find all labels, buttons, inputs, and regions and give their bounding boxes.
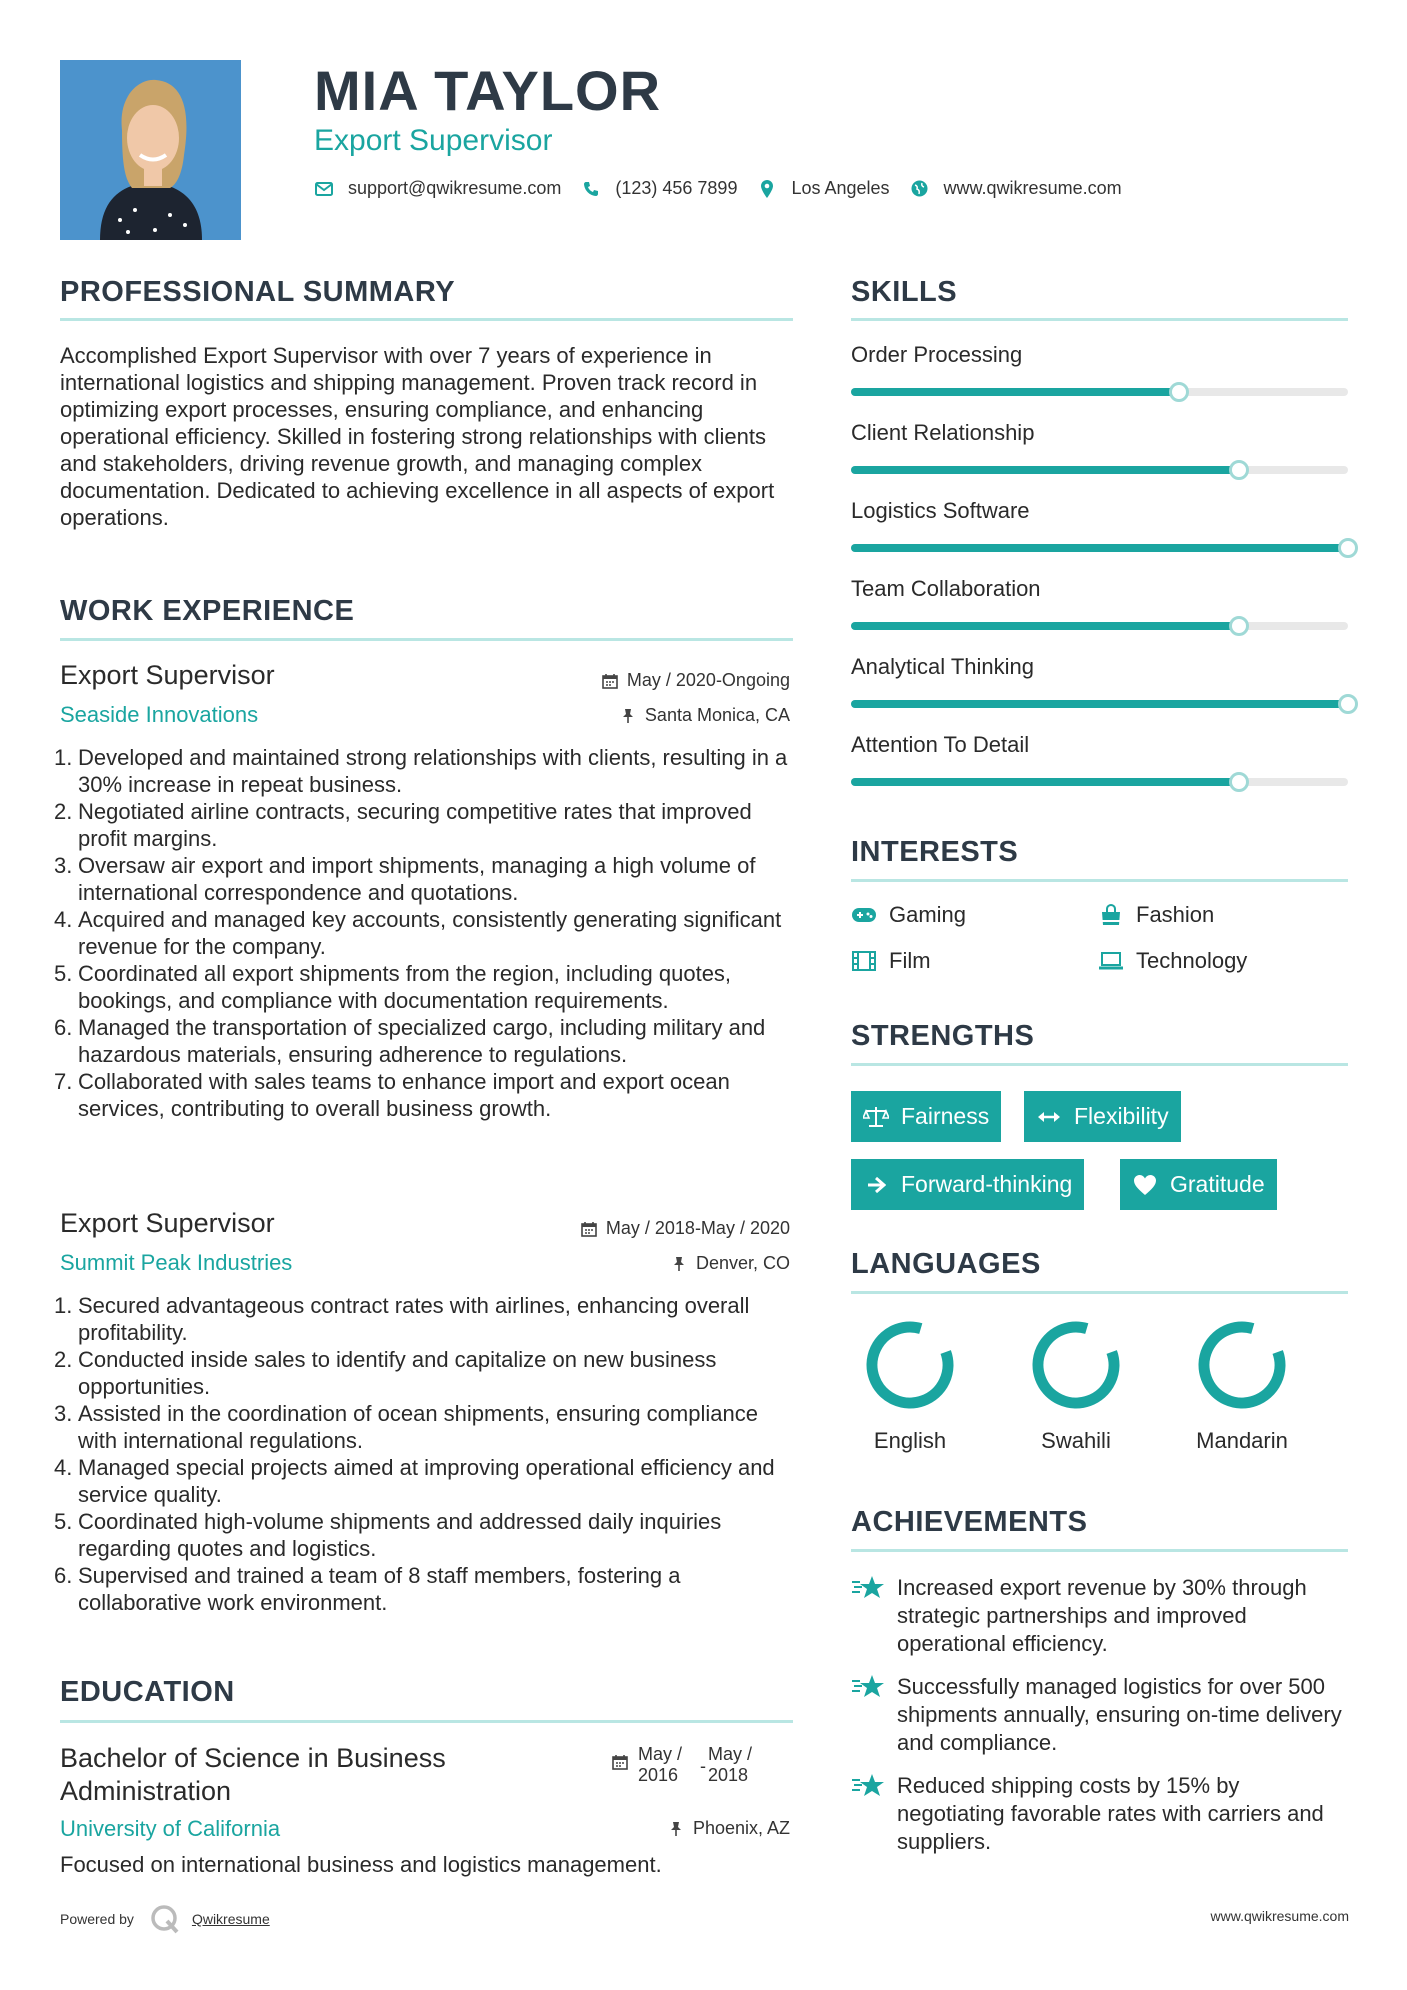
powered-by-label: Powered by [60,1911,134,1927]
contact-phone[interactable] [581,178,737,199]
skill-label: Analytical Thinking [851,654,1035,679]
language-item [1021,1318,1131,1454]
profile-photo-image [60,60,241,240]
contact-website[interactable] [910,178,1122,199]
shooting-star-icon [851,1772,885,1802]
skill-bar-fill [851,388,1179,396]
languages-divider [851,1291,1348,1294]
skill-bar-knob [1229,616,1249,636]
skill-bar-fill [851,466,1239,474]
skill-label: Team Collaboration [851,576,1041,601]
language-label: Mandarin [1196,1428,1288,1453]
list-item: 7. Collaborated with sales teams to enhance import and export ocean services, contributing to overall business growth. [54,1069,730,1121]
list-item: 5. Coordinated high-volume shipments and addressed daily inquiries regarding quotes and logistics. [54,1509,722,1561]
contact-bar [314,178,1142,199]
language-label: Swahili [1041,1428,1111,1453]
interests-divider [851,879,1348,882]
strength-flexibility: Flexibility [1024,1091,1181,1142]
job-location [670,1253,790,1274]
language-ring-arc [863,1318,957,1412]
skill-bar-knob [1169,382,1189,402]
achievement-item: Successfully managed logistics for over 500 shipments annually, ensuring on-time delivery and compliance. [851,1673,1348,1757]
language-item [1187,1318,1297,1454]
list-item: 1. Developed and maintained strong relationships with clients, resulting in a 30% increase in repeat business. [54,745,788,797]
education-divider [60,1720,793,1723]
calendar-icon [580,1220,598,1238]
list-item: 6. Managed the transportation of specialized cargo, including military and hazardous materials, ensuring adherence to regulations. [54,1015,766,1067]
phone-icon [581,179,601,199]
list-item: 2. Negotiated airline contracts, securing competitive rates that improved profit margins. [54,799,752,851]
strength-fairness: Fairness [851,1091,1001,1142]
achievement-item: Reduced shipping costs by 15% by negotiating favorable rates with carriers and suppliers. [851,1772,1348,1856]
interest-gaming: Gaming [851,902,966,928]
arrow-right-icon [863,1173,889,1197]
shooting-star-icon [851,1673,885,1703]
qwikresume-logo-icon [150,1904,180,1934]
envelope-icon [314,179,334,199]
job-title: Export Supervisor [60,1208,275,1238]
achievements-divider [851,1549,1348,1552]
date-separator: - [700,1756,707,1776]
summary-divider [60,318,793,321]
brand-link[interactable]: Qwikresume [191,1911,270,1927]
laptop-icon [1098,950,1124,972]
skill-bar [851,700,1348,708]
school-name: University of California [60,1816,281,1841]
skill-label: Order Processing [851,342,1023,367]
education-dates [612,1744,752,1786]
job-dates [601,670,790,691]
shooting-star-icon [851,1574,885,1604]
powered-by [60,1904,270,1934]
list-item: 2. Conducted inside sales to identify and capitalize on new business opportunities. [54,1347,717,1399]
skill-bar-knob [1338,694,1358,714]
education-end-date: May / 2018 [708,1744,753,1785]
language-ring [863,1318,957,1412]
job-responsibilities [54,744,788,1122]
skill-bar [851,388,1348,396]
achievements-heading: ACHIEVEMENTS [851,1506,1088,1538]
job-dates-text: May / 2020-Ongoing [626,670,790,690]
skill-bar-fill [851,700,1348,708]
pushpin-icon [667,1820,685,1838]
strengths-heading: STRENGTHS [851,1020,1035,1052]
job-location-text: Denver, CO [695,1253,790,1273]
job-responsibilities [54,1292,788,1616]
location-text: Los Angeles [791,178,890,198]
job-dates-text: May / 2018-May / 2020 [605,1218,790,1238]
job-title: Export Supervisor [60,660,275,690]
strength-gratitude: Gratitude [1120,1159,1277,1210]
job-location [619,705,790,726]
company-name: Seaside Innovations [60,702,259,727]
skill-label: Client Relationship [851,420,1035,445]
arrows-horizontal-icon [1036,1105,1062,1129]
education-start-date: May / 2016 [638,1744,683,1785]
skill-label: Attention To Detail [851,732,1030,757]
strengths-divider [851,1063,1348,1066]
list-item: 5. Coordinated all export shipments from the region, including quotes, bookings, and compliance with documentation requirements. [54,961,732,1013]
skills-heading: SKILLS [851,276,958,308]
job-location-text: Santa Monica, CA [644,705,790,725]
language-item [855,1318,965,1454]
balance-scale-icon [863,1105,889,1129]
education-description: Focused on international business and logistics management. [60,1852,662,1877]
pushpin-icon [670,1255,688,1273]
list-item: 3. Assisted in the coordination of ocean shipments, ensuring compliance with international regulations. [54,1401,758,1453]
list-item: 6. Supervised and trained a team of 8 staff members, fostering a collaborative work environment. [54,1563,681,1615]
contact-location [757,178,889,199]
achievement-item: Increased export revenue by 30% through strategic partnerships and improved operational efficiency. [851,1574,1348,1658]
skill-label: Logistics Software [851,498,1030,523]
list-item: 3. Oversaw air export and import shipments, managing a high volume of international correspondence and quotations. [54,853,756,905]
profile-photo [60,60,241,240]
list-item: 4. Managed special projects aimed at improving operational efficiency and service quality. [54,1455,775,1507]
job-dates [580,1218,790,1239]
skill-bar-fill [851,544,1348,552]
map-pin-icon [757,179,777,199]
skill-bar-fill [851,622,1239,630]
website-text: www.qwikresume.com [943,178,1122,198]
skill-bar [851,544,1348,552]
skill-bar-knob [1338,538,1358,558]
list-item: 4. Acquired and managed key accounts, consistently generating significant revenue for the company. [54,907,782,959]
language-ring-arc [1029,1318,1123,1412]
strength-forward-thinking: Forward-thinking [851,1159,1084,1210]
shopping-bag-icon [1098,904,1124,926]
pushpin-icon [619,707,637,725]
list-item: 1. Secured advantageous contract rates with airlines, enhancing overall profitability. [54,1293,750,1345]
heart-icon [1132,1173,1158,1197]
interests-heading: INTERESTS [851,836,1019,868]
email-text: support@qwikresume.com [348,178,562,198]
language-ring [1029,1318,1123,1412]
interest-fashion: Fashion [1098,902,1214,928]
globe-icon [910,179,930,199]
footer-site-link[interactable]: www.qwikresume.com [1210,1908,1349,1924]
candidate-name: MIA TAYLOR [314,59,662,122]
summary-heading: PROFESSIONAL SUMMARY [60,276,456,308]
candidate-role: Export Supervisor [314,124,553,157]
film-icon [851,950,877,972]
skill-bar [851,466,1348,474]
skill-bar-fill [851,778,1239,786]
interest-film: Film [851,948,931,974]
contact-email[interactable] [314,178,561,199]
calendar-icon [612,1754,630,1772]
language-label: English [873,1428,947,1453]
education-location [667,1818,790,1839]
skill-bar [851,778,1348,786]
calendar-icon [601,672,619,690]
skills-divider [851,318,1348,321]
languages-heading: LANGUAGES [851,1248,1041,1280]
education-heading: EDUCATION [60,1676,235,1708]
company-name: Summit Peak Industries [60,1250,293,1275]
phone-text: (123) 456 7899 [615,178,738,198]
degree-title: Bachelor of Science in Business Administration [60,1743,446,1806]
gamepad-icon [851,904,877,926]
language-ring-arc [1195,1318,1289,1412]
experience-divider [60,638,793,641]
interest-technology: Technology [1098,948,1247,974]
skill-bar [851,622,1348,630]
summary-text: Accomplished Export Supervisor with over 7 years of experience in international logistics and shipping management. Proven track record in optimizing export processes, ensuring compliance, and enhancing operational efficiency. Skilled in fostering strong relationships with clients and stakeholders, driving revenue growth, and managing complex documentation. Dedicated to achieving excellence in all aspects of export operations. [60,343,775,530]
experience-heading: WORK EXPERIENCE [60,595,355,627]
education-location-text: Phoenix, AZ [692,1818,790,1838]
skill-bar-knob [1229,460,1249,480]
skill-bar-knob [1229,772,1249,792]
language-ring [1195,1318,1289,1412]
